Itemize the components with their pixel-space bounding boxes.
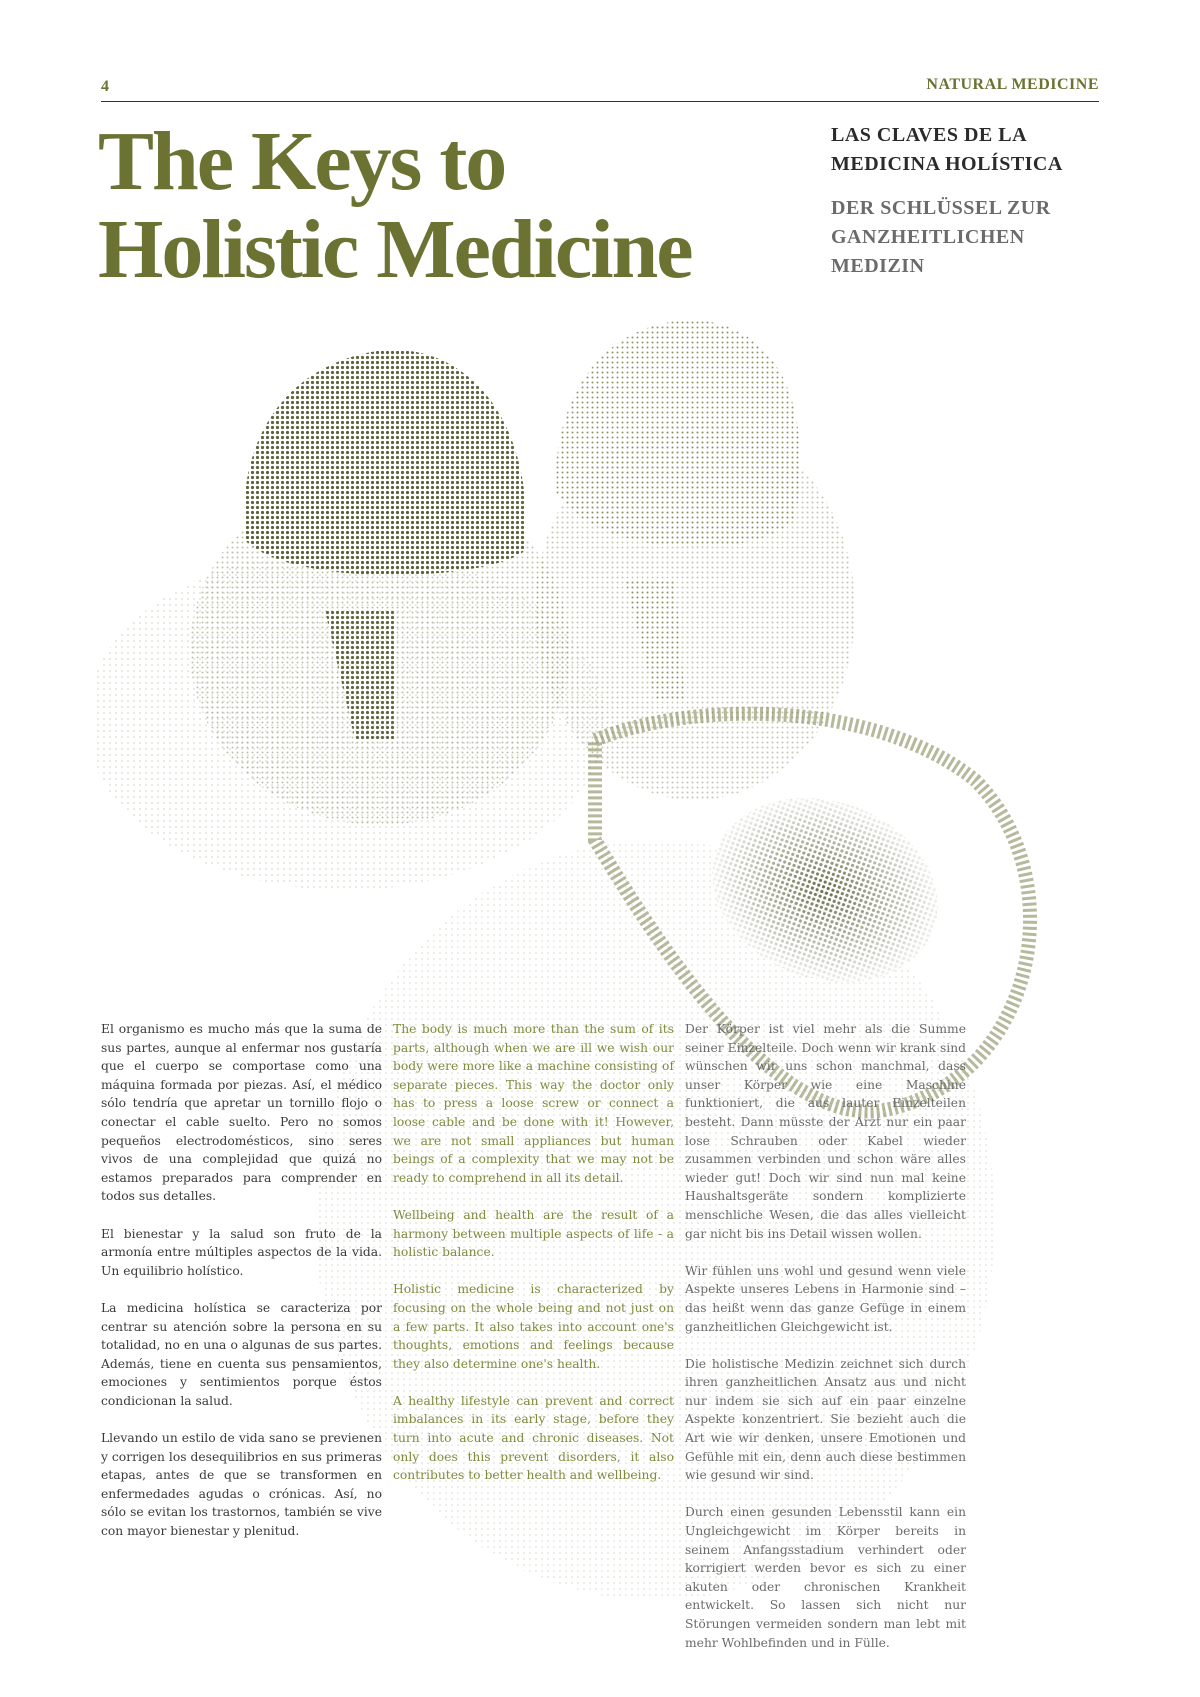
english-paragraph: A healthy lifestyle can prevent and correct imbalances in its early stage, before they turn into acute and chronic diseases. Not only does this prevent disorders, it also contributes to better health and wellbeing.	[393, 1393, 674, 1483]
spanish-paragraph: La medicina holística se caracteriza por centrar su atención sobre la persona en su totalidad, no en una o algunas de sus partes. Además, tiene en cuenta sus pensamientos, emociones y sentimientos porque éstos condicionan la salud.	[101, 1300, 382, 1408]
page-title-line-2: Holistic Medicine	[98, 203, 692, 296]
english-paragraph: Wellbeing and health are the result of a harmony between multiple aspects of life - a holistic balance.	[393, 1207, 674, 1260]
spanish-paragraph: Llevando un estilo de vida sano se previenen y corrigen los desequilibrios en sus primeras etapas, antes de que se transformen en enfermedades agudas o crónicas. Así, no sólo se evitan los trastornos, también se vive con mayor bienestar y plenitud.	[101, 1431, 382, 1539]
german-paragraph: Wir fühlen uns wohl und gesund wenn viele Aspekte unseres Lebens in Harmonie sind – das heißt wenn das ganze Gefüge in einem ganzheitlichen Gleichgewicht ist.	[685, 1263, 966, 1334]
spanish-paragraph: El bienestar y la salud son fruto de la armonía entre múltiples aspectos de la vida. Un equilibrio holístico.	[101, 1226, 382, 1278]
section-label: NATURAL MEDICINE	[926, 76, 1099, 93]
header-rule	[101, 101, 1099, 102]
german-paragraph: Der Körper ist viel mehr als die Summe seiner Einzelteile. Doch wenn wir krank sind wünschen wir uns schon manchmal, dass unser Körper wie eine Maschine funktioniert, die aus lauter Einzelteilen besteht. Dann müsste der Arzt nur ein paar lose Schrauben oder Kabel wieder zusammen verbinden und schon wäre alles wieder gut! Doch wir sind nun mal keine Haushaltsgeräte sondern komplizierte menschliche Wesen, die das alles vielleicht gar nicht bis ins Detail wissen wollen.	[685, 1022, 966, 1241]
subtitle-spanish: LAS CLAVES DE LA MEDICINA HOLÍSTICA	[831, 124, 1063, 175]
page-number: 4	[101, 78, 109, 95]
german-column	[685, 1020, 966, 1671]
page-title-line-1: The Keys to	[98, 115, 506, 208]
english-paragraph: The body is much more than the sum of its parts, although when we are ill we wish our body were more like a machine consisting of separate pieces. This way the doctor only has to press a loose screw or connect a loose cable and be done with it! However, we are not small appliances but human beings of a complexity that we may not be ready to comprehend in all its detail.	[393, 1022, 674, 1185]
english-column	[393, 1020, 674, 1503]
german-paragraph: Durch einen gesunden Lebensstil kann ein Ungleichgewicht im Körper bereits in seinem Anfangsstadium verhindert oder korrigiert werden bevor es sich zu einer akuten oder chronischen Krankheit entwickelt. So lassen sich nicht nur Störungen vermeiden sondern man lebt mit mehr Wohlbefinden und in Fülle.	[685, 1505, 966, 1650]
german-paragraph: Die holistische Medizin zeichnet sich durch ihren ganzheitlichen Ansatz aus und nicht nur indem sie sich auf ein paar einzelne Aspekte konzentriert. Sie bezieht auch die Art wie wir denken, unsere Emotionen und Gefühle mit ein, denn auch diese bestimmen wie gesund wir sind.	[685, 1356, 966, 1483]
spanish-paragraph: El organismo es mucho más que la suma de sus partes, aunque al enfermar nos gustaría que el cuerpo se comportase como una máquina formada por piezas. Así, el médico sólo tendría que apretar un tornillo flojo o conectar el cable suelto. Pero no somos pequeños electrodomésticos, sino seres vivos de una complejidad que quizá no estamos preparados para comprender en todos sus detalles.	[101, 1022, 382, 1204]
subtitle-german: DER SCHLÜSSEL ZUR GANZHEITLICHEN MEDIZIN	[831, 197, 1051, 277]
page-title	[98, 115, 738, 296]
spanish-column	[101, 1020, 382, 1559]
english-paragraph: Holistic medicine is characterized by focusing on the whole being and not just on a few parts. It also takes into account one's thoughts, emotions and feelings because they also determine one's health.	[393, 1282, 674, 1371]
